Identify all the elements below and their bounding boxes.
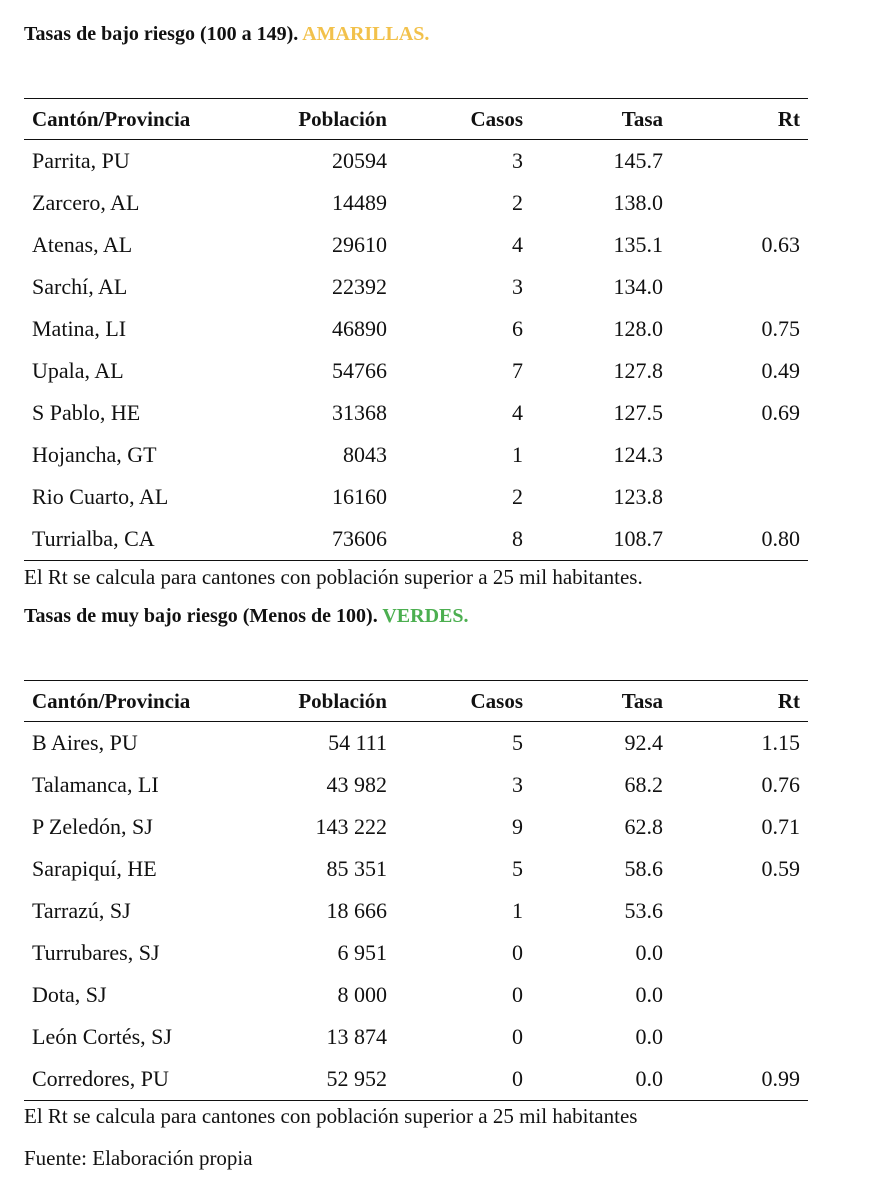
cell-casos: 2 [512, 484, 523, 509]
cell-rt [671, 1016, 808, 1058]
cell-casos: 4 [512, 400, 523, 425]
cell-rt: 0.71 [761, 814, 800, 839]
section1-heading [24, 22, 429, 46]
cell-rt: 0.99 [671, 1058, 808, 1101]
cell-poblacion: 73606 [245, 518, 395, 561]
cell-poblacion: 85 351 [326, 856, 387, 881]
cell-rt [671, 140, 808, 183]
cell-rt [671, 266, 808, 308]
cell-casos: 3 [512, 772, 523, 797]
cell-canton: Sarchí, AL [32, 274, 128, 299]
cell-casos: 0 [512, 940, 523, 965]
section1-note: El Rt se calcula para cantones con población superior a 25 mil habitantes. [24, 565, 643, 589]
cell-canton: Talamanca, LI [32, 772, 159, 797]
section2-heading [24, 604, 469, 628]
column-header-canton: Cantón/Provincia [24, 681, 245, 722]
cell-tasa: 53.6 [624, 898, 663, 923]
table-row [24, 350, 808, 392]
cell-tasa: 145.7 [613, 148, 663, 173]
cell-casos: 0 [512, 1024, 523, 1049]
cell-tasa: 138.0 [613, 190, 663, 215]
table-row [24, 1016, 808, 1058]
cell-casos: 0 [512, 982, 523, 1007]
cell-rt: 0.75 [761, 316, 800, 341]
cell-casos: 5 [512, 856, 523, 881]
cell-tasa: 58.6 [624, 856, 663, 881]
cell-canton: S Pablo, HE [32, 400, 141, 425]
cell-tasa: 127.8 [613, 358, 663, 383]
cell-rt: 0.49 [761, 358, 800, 383]
cell-canton: Rio Cuarto, AL [32, 484, 169, 509]
source-note: Fuente: Elaboración propia [24, 1146, 253, 1170]
column-header-casos: Casos [395, 681, 531, 722]
cell-canton: Tarrazú, SJ [32, 898, 131, 923]
column-header-poblacion: Población [245, 99, 395, 140]
cell-rt [671, 890, 808, 932]
table-row [24, 806, 808, 848]
cell-tasa: 68.2 [624, 772, 663, 797]
section2-note: El Rt se calcula para cantones con población superior a 25 mil habitantes [24, 1104, 638, 1128]
table-row [24, 266, 808, 308]
cell-poblacion: 43 982 [326, 772, 387, 797]
cell-poblacion: 6 951 [337, 940, 387, 965]
table-row [24, 392, 808, 434]
cell-rt [671, 182, 808, 224]
cell-poblacion: 18 666 [326, 898, 387, 923]
cell-canton: Turrubares, SJ [32, 940, 160, 965]
cell-tasa: 0.0 [635, 940, 663, 965]
table-row [24, 932, 808, 974]
cell-poblacion: 16160 [332, 484, 387, 509]
cell-canton: P Zeledón, SJ [32, 814, 153, 839]
table-row [24, 476, 808, 518]
cell-poblacion: 13 874 [326, 1024, 387, 1049]
table-row [24, 1058, 808, 1101]
table-row [24, 518, 808, 561]
cell-casos: 4 [512, 232, 523, 257]
section1-title: Tasas de bajo riesgo (100 a 149). [24, 23, 299, 45]
table-row [24, 974, 808, 1016]
cell-poblacion: 20594 [332, 148, 387, 173]
cell-poblacion: 143 222 [315, 814, 387, 839]
cell-canton: Atenas, AL [32, 232, 133, 257]
cell-canton: Matina, LI [32, 316, 127, 341]
cell-casos: 9 [512, 814, 523, 839]
cell-rt: 0.59 [761, 856, 800, 881]
cell-casos: 5 [512, 730, 523, 755]
cell-poblacion: 46890 [332, 316, 387, 341]
cell-tasa: 108.7 [531, 518, 671, 561]
cell-poblacion: 54766 [332, 358, 387, 383]
section2-title: Tasas de muy bajo riesgo (Menos de 100). [24, 605, 378, 627]
cell-canton: León Cortés, SJ [32, 1024, 172, 1049]
cell-tasa: 0.0 [531, 1058, 671, 1101]
table-row [24, 224, 808, 266]
cell-poblacion: 22392 [332, 274, 387, 299]
column-header-rt: Rt [671, 99, 808, 140]
cell-tasa: 0.0 [635, 1024, 663, 1049]
cell-casos: 3 [512, 274, 523, 299]
cell-canton: B Aires, PU [32, 730, 138, 755]
column-header-casos: Casos [395, 99, 531, 140]
column-header-poblacion: Población [245, 681, 395, 722]
cell-poblacion: 14489 [332, 190, 387, 215]
cell-casos: 0 [395, 1058, 531, 1101]
cell-rt: 1.15 [761, 730, 800, 755]
cell-rt [671, 974, 808, 1016]
column-header-canton: Cantón/Provincia [24, 99, 245, 140]
cell-rt: 0.69 [761, 400, 800, 425]
column-header-tasa: Tasa [531, 681, 671, 722]
table-header-row [24, 681, 808, 722]
cell-canton: Turrialba, CA [24, 518, 245, 561]
cell-rt [671, 434, 808, 476]
column-header-rt: Rt [671, 681, 808, 722]
cell-tasa: 92.4 [624, 730, 663, 755]
section1-accent: AMARILLAS. [302, 23, 430, 45]
cell-tasa: 134.0 [613, 274, 663, 299]
cell-poblacion: 52 952 [245, 1058, 395, 1101]
cell-poblacion: 54 111 [328, 730, 387, 755]
table-row [24, 182, 808, 224]
cell-canton: Corredores, PU [24, 1058, 245, 1101]
cell-tasa: 127.5 [613, 400, 663, 425]
cell-poblacion: 31368 [332, 400, 387, 425]
section1-table [24, 98, 808, 561]
cell-tasa: 135.1 [613, 232, 663, 257]
table-row [24, 764, 808, 806]
cell-canton: Hojancha, GT [32, 442, 157, 467]
cell-tasa: 124.3 [613, 442, 663, 467]
cell-rt: 0.80 [671, 518, 808, 561]
cell-rt [671, 932, 808, 974]
cell-tasa: 0.0 [635, 982, 663, 1007]
cell-casos: 6 [512, 316, 523, 341]
table-row [24, 434, 808, 476]
column-header-tasa: Tasa [531, 99, 671, 140]
cell-rt [671, 476, 808, 518]
cell-casos: 3 [512, 148, 523, 173]
cell-casos: 7 [512, 358, 523, 383]
cell-casos: 2 [512, 190, 523, 215]
cell-canton: Dota, SJ [32, 982, 107, 1007]
table-header-row [24, 99, 808, 140]
cell-casos: 1 [512, 442, 523, 467]
table-row [24, 140, 808, 183]
cell-canton: Upala, AL [32, 358, 124, 383]
table-row [24, 890, 808, 932]
cell-canton: Sarapiquí, HE [32, 856, 157, 881]
cell-tasa: 128.0 [613, 316, 663, 341]
cell-tasa: 123.8 [613, 484, 663, 509]
table-row [24, 308, 808, 350]
cell-casos: 1 [512, 898, 523, 923]
cell-canton: Parrita, PU [32, 148, 130, 173]
cell-poblacion: 8043 [343, 442, 387, 467]
cell-rt: 0.76 [761, 772, 800, 797]
section2-table [24, 680, 808, 1101]
cell-casos: 8 [395, 518, 531, 561]
cell-canton: Zarcero, AL [32, 190, 140, 215]
cell-poblacion: 29610 [332, 232, 387, 257]
table-row [24, 722, 808, 765]
cell-rt: 0.63 [761, 232, 800, 257]
cell-poblacion: 8 000 [337, 982, 387, 1007]
section2-accent: VERDES. [382, 605, 469, 627]
table-row [24, 848, 808, 890]
cell-tasa: 62.8 [624, 814, 663, 839]
